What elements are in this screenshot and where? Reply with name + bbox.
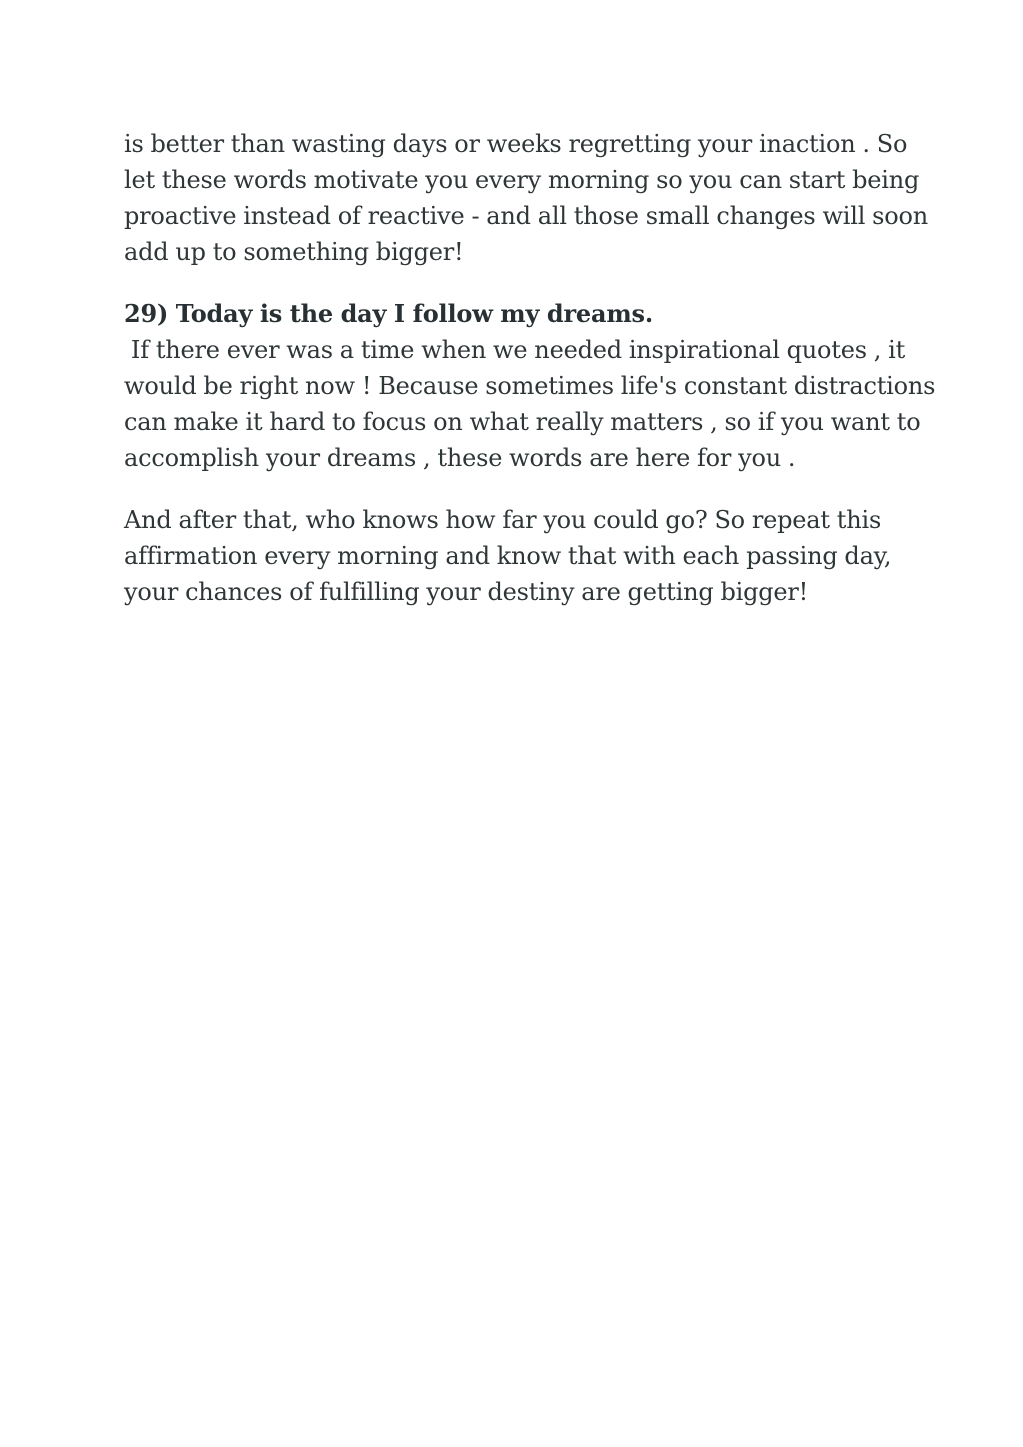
text-line: would be right now ! Because sometimes life's constant distractions	[124, 372, 936, 400]
text-line: your chances of fulfilling your destiny are getting bigger!	[124, 578, 809, 606]
text-line: add up to something bigger!	[124, 238, 464, 266]
text-line: accomplish your dreams , these words are here for you .	[124, 444, 796, 472]
paragraph-intro	[124, 126, 929, 270]
text-line: affirmation every morning and know that with each passing day,	[124, 542, 892, 570]
text-line: And after that, who knows how far you could go? So repeat this	[124, 506, 882, 534]
text-line: can make it hard to focus on what really matters , so if you want to	[124, 408, 921, 436]
text-line: proactive instead of reactive - and all those small changes will soon	[124, 202, 929, 230]
paragraph-closing	[124, 502, 904, 610]
document-page	[124, 126, 936, 610]
text-line: let these words motivate you every morning so you can start being	[124, 166, 920, 194]
paragraph-spacer	[124, 270, 904, 296]
text-line: is better than wasting days or weeks regretting your inaction . So	[124, 130, 908, 158]
text-line: If there ever was a time when we needed inspirational quotes , it	[124, 336, 906, 364]
paragraph-spacer	[124, 476, 904, 502]
section-heading-29: 29) Today is the day I follow my dreams.	[124, 299, 654, 328]
paragraph-section-29	[124, 332, 936, 476]
